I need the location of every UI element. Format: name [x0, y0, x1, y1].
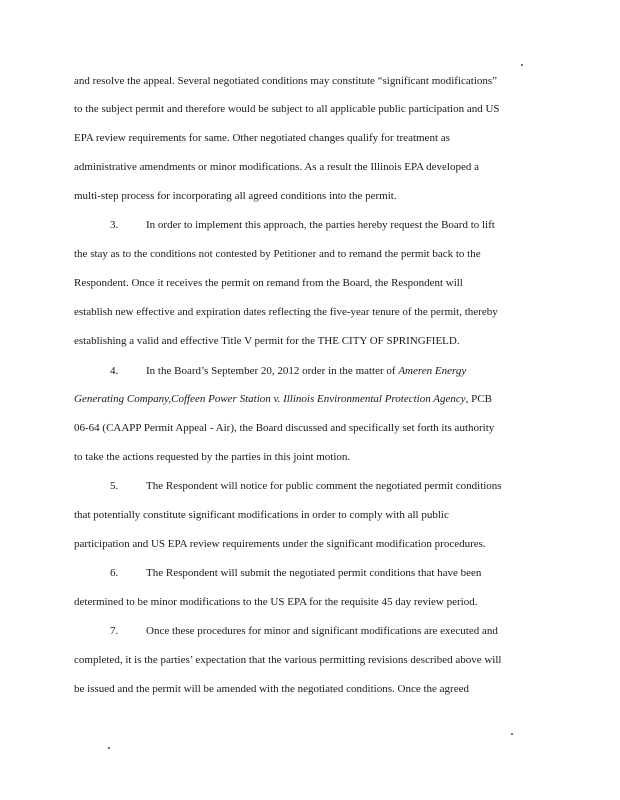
scan-speck [511, 733, 513, 735]
text-line: to take the actions requested by the parties in this joint motion. [74, 451, 351, 463]
text-line [74, 392, 548, 406]
text-line: establishing a valid and effective Title V permit for the THE CITY OF SPRINGFIELD. [74, 335, 460, 347]
text-line [146, 364, 548, 378]
paragraph-number: 7. [110, 625, 119, 637]
text-line: determined to be minor modifications to the US EPA for the requisite 45 day review period. [74, 596, 478, 608]
case-name-italic: Generating Company,Coffeen Power Station v. Illinois Environmental Protection Agency [74, 393, 466, 405]
paragraph-number: 5. [110, 480, 119, 492]
text-line: Once these procedures for minor and significant modifications are executed and [146, 625, 498, 637]
text-line: participation and US EPA review requirements under the significant modification procedures. [74, 538, 486, 550]
text-line: the stay as to the conditions not contested by Petitioner and to remand the permit back to the [74, 248, 481, 260]
text-line: 06-64 (CAAPP Permit Appeal - Air), the Board discussed and specifically set forth its authority [74, 422, 495, 434]
text-line: The Respondent will notice for public comment the negotiated permit conditions [146, 480, 502, 492]
text-line: Respondent. Once it receives the permit on remand from the Board, the Respondent will [74, 277, 463, 289]
text-line: and resolve the appeal. Several negotiated conditions may constitute “significant modifications” [74, 75, 498, 87]
text-line: completed, it is the parties’ expectation that the various permitting revisions described above will [74, 654, 502, 666]
text-line: multi-step process for incorporating all agreed conditions into the permit. [74, 190, 397, 202]
paragraph-number: 4. [110, 365, 119, 377]
text-line: to the subject permit and therefore would be subject to all applicable public participation and US [74, 103, 500, 115]
scan-speck [108, 747, 110, 749]
text-line: that potentially constitute significant modifications in order to comply with all public [74, 509, 449, 521]
scan-speck [521, 64, 523, 66]
text-line: In order to implement this approach, the parties hereby request the Board to lift [146, 219, 495, 231]
text-line: administrative amendments or minor modifications. As a result the Illinois EPA developed a [74, 161, 479, 173]
text-line: The Respondent will submit the negotiated permit conditions that have been [146, 567, 482, 579]
case-name-italic: Ameren Energy [398, 365, 467, 377]
paragraph-number: 3. [110, 219, 119, 231]
text-line: establish new effective and expiration dates reflecting the five-year tenure of the permit, thereby [74, 306, 498, 318]
text-segment: , PCB [465, 393, 492, 405]
text-line: EPA review requirements for same. Other negotiated changes qualify for treatment as [74, 132, 450, 144]
text-line: be issued and the permit will be amended with the negotiated conditions. Once the agreed [74, 683, 469, 695]
paragraph-number: 6. [110, 567, 119, 579]
text-segment: In the Board’s September 20, 2012 order in the matter of [146, 365, 399, 377]
